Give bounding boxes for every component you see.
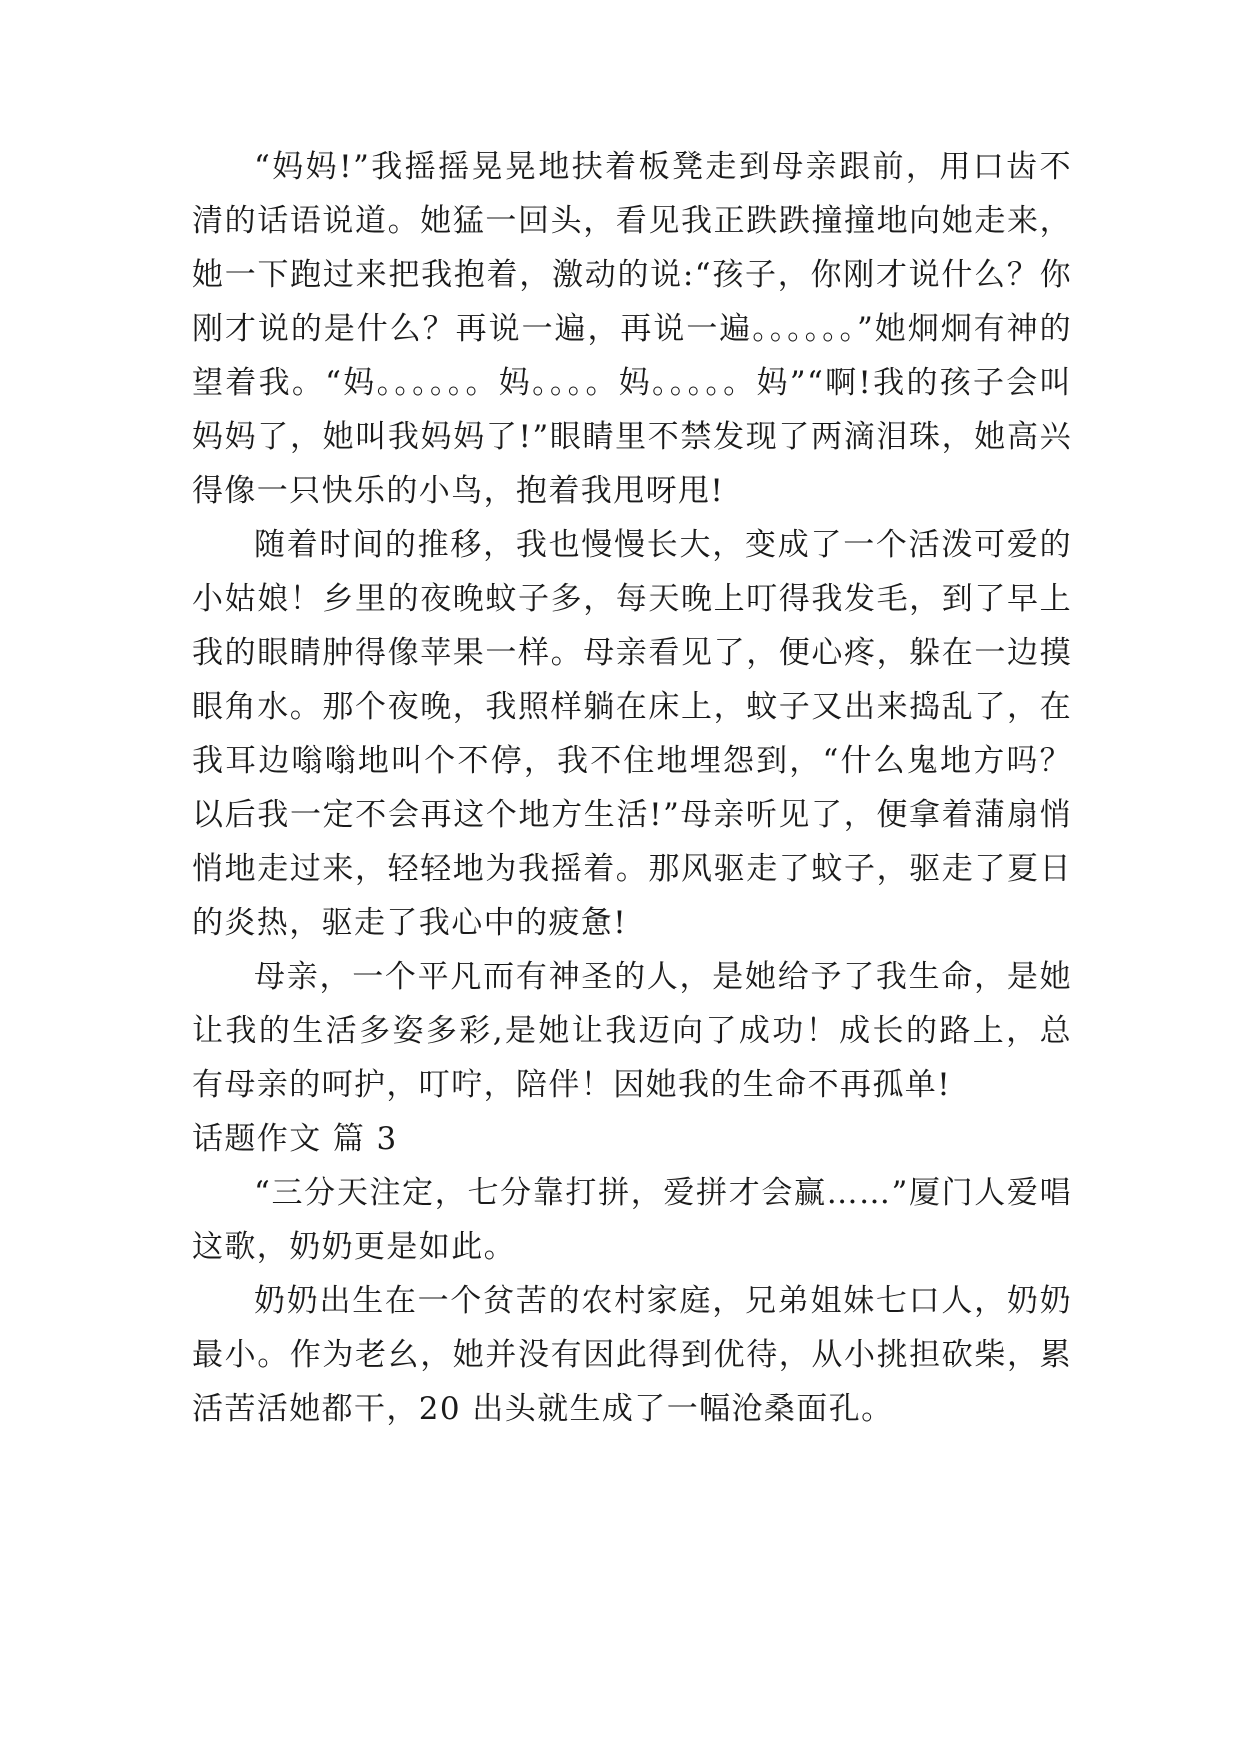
paragraph-grandma-childhood: 奶奶出生在一个贫苦的农村家庭，兄弟姐妹七口人，奶奶最小。作为老幺，她并没有因此得到优待，从小挑担砍柴，累活苦活她都干，20 出头就生成了一幅沧桑面孔。 (192, 1283, 1072, 1427)
paragraph-mother-first-words: “妈妈!”我摇摇晃晃地扶着板凳走到母亲跟前，用口齿不清的话语说道。她猛一回头，看见我正跌跌撞撞地向她走来，她一下跑过来把我抱着，激动的说:“孩子，你刚才说什么？你刚才说的是什么？再说一遍，再说一遍。。。。。。”她炯炯有神的望着我。“妈。。。。。。妈。。。。妈。。。。。妈”“啊!我的孩子会叫妈妈了，她叫我妈妈了!”眼睛里不禁发现了两滴泪珠，她高兴得像一只快乐的小鸟，抱着我甩呀甩! (192, 149, 1072, 509)
paragraph-song-quote: “三分天注定，七分靠打拼，爱拼才会赢……”厦门人爱唱这歌，奶奶更是如此。 (192, 1175, 1072, 1265)
paragraph-mosquito-night: 随着时间的推移，我也慢慢长大，变成了一个活泼可爱的小姑娘！乡里的夜晚蚊子多，每天晚上叮得我发毛，到了早上我的眼睛肿得像苹果一样。母亲看见了，便心疼，躲在一边摸眼角水。那个夜晚，我照样躺在床上，蚊子又出来捣乱了，在我耳边嗡嗡地叫个不停，我不住地埋怨到，“什么鬼地方吗？以后我一定不会再这个地方生活!”母亲听见了，便拿着蒲扇悄悄地走过来，轻轻地为我摇着。那风驱走了蚊子，驱走了夏日的炎热，驱走了我心中的疲惫! (192, 527, 1072, 941)
section-heading: 话题作文 篇 3 (192, 1121, 398, 1157)
document-page (192, 140, 1072, 1436)
paragraph-mother-tribute: 母亲，一个平凡而有神圣的人，是她给予了我生命，是她让我的生活多姿多彩,是她让我迈向了成功！成长的路上，总有母亲的呵护，叮咛，陪伴！因她我的生命不再孤单! (192, 959, 1072, 1103)
